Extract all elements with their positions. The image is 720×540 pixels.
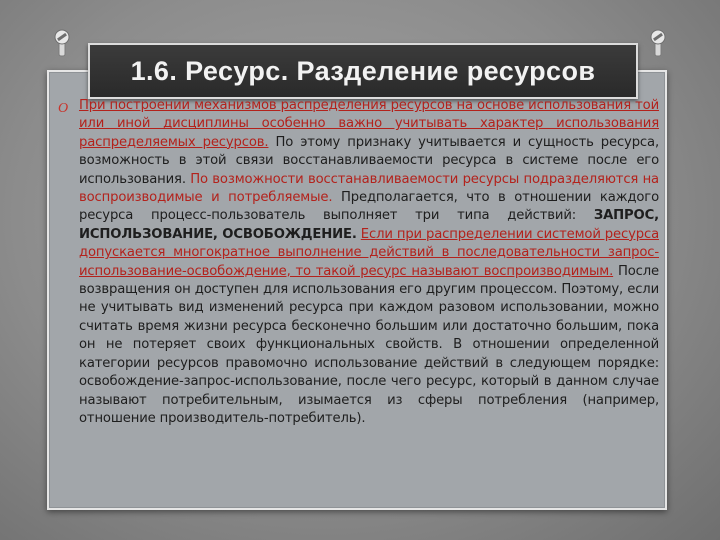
text-run: По этому признаку учитывается и сущность ресурса, возможность в этой связи восстанавливаемости ресурса в системе после его использования. xyxy=(79,134,660,187)
text-run: При построении механизмов распределения ресурсов на основе использования той или иной дисциплины особенно важно учитывать характер использования распределяемых ресурсов. xyxy=(79,98,659,150)
title-bar xyxy=(88,43,638,99)
slide-body-text xyxy=(79,97,659,428)
bullet-marker: O xyxy=(58,101,69,116)
text-run: ЗАПРОС, ИСПОЛЬЗОВАНИЕ, ОСВОБОЖДЕНИЕ. xyxy=(79,208,659,242)
text-run: После возвращения он доступен для использования его другим процессом. Поэтому, если не учитывать вид изменений ресурса при каждом разовом использовании, можно считать время жизни ресурса бесконечно большим или достаточно большим, пока он не потеряет своих функциональных свойств. В отношении определенной категории ресурсов правомочно использование действий в следующем порядке: освобождение-запрос-использование, после чего ресурс, который в данном случае называют потребительным, изымается из сферы потребления (например, отношение производитель-потребитель). xyxy=(79,263,659,426)
text-run: По возможности восстанавливаемости ресурсы подразделяются на воспроизводимые и потребляемые. xyxy=(79,171,659,206)
text-run: Предполагается, что в отношении каждого ресурса процесс-пользователь выполняет три типа действий: xyxy=(79,190,659,224)
slide-title: 1.6. Ресурс. Разделение ресурсов xyxy=(130,55,596,86)
screw-right-icon xyxy=(650,28,666,58)
text-run: Если при распределении системой ресурса допускается многократное выполнение действий в последовательности запрос-использование-освобождение, то такой ресурс называют воспроизводимым. xyxy=(79,226,659,279)
screw-left-icon xyxy=(54,28,70,58)
